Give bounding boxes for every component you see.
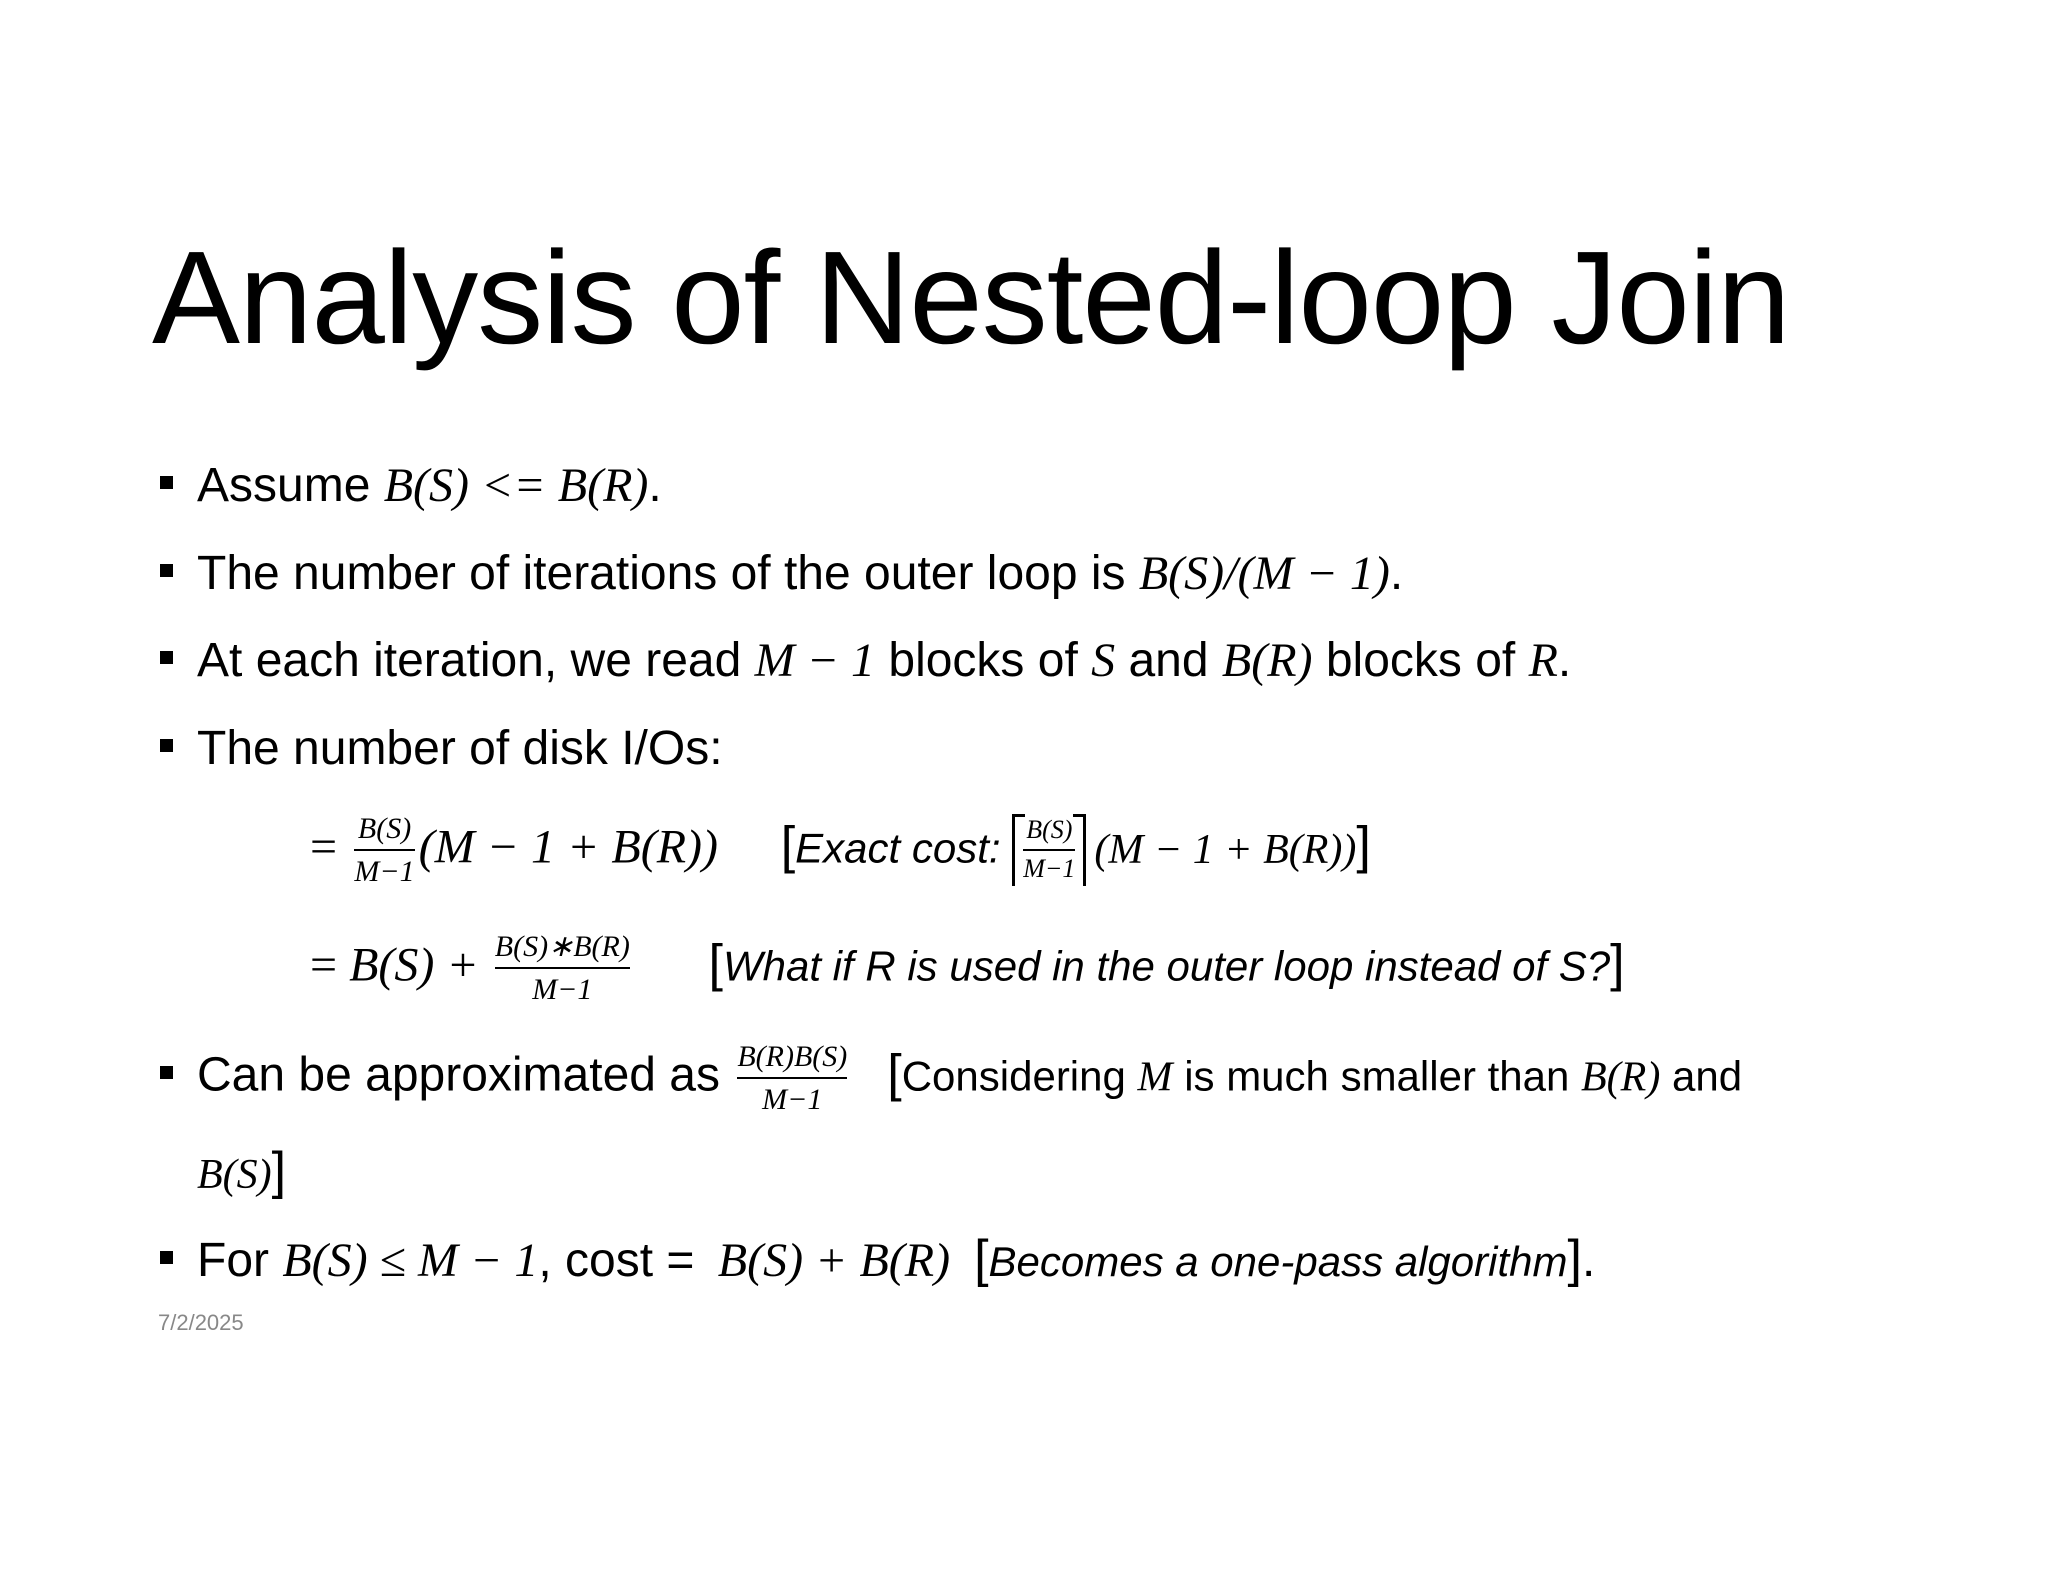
math-expression: B(S) <= B(R) [383,459,649,512]
bullet-marker [160,1066,173,1079]
bracket-close: ] [271,1142,287,1200]
bracket-close: ] [1356,816,1371,875]
bullet-approximation [160,1040,1742,1116]
fraction [737,1040,847,1116]
bracket-open: [ [780,816,796,875]
equation-cost-1 [310,812,1371,888]
bracket-close: ] [1567,1230,1582,1288]
note-text: Considering [901,1052,1138,1100]
slide-title: Analysis of Nested-loop Join [152,224,1790,371]
fraction [354,812,414,888]
fraction-numerator: B(S)∗B(R) [494,930,630,963]
bullet-marker [160,651,173,664]
bullet-text: blocks of [1312,634,1529,687]
fraction-denominator: M−1 [1023,854,1076,883]
bullet-text: Can be approximated as [197,1048,734,1102]
fraction-denominator: M−1 [762,1083,823,1116]
bullet-text: blocks of [875,634,1092,687]
ceiling-brackets [1012,814,1086,885]
note-text: and [1660,1052,1743,1100]
bracket-open: [ [708,934,723,993]
math-expression: B(R) [1581,1054,1661,1101]
math-expression: B(S)/(M − 1) [1138,547,1390,600]
math-expression: B(S) [197,1152,272,1198]
math-expression: M − 1 [754,634,876,687]
math-expression: B(S) + B(R) [717,1234,951,1287]
math-expression: R [1528,634,1558,687]
bracket-close: ] [1610,934,1625,993]
bullet-text: At each iteration, we read [197,634,755,687]
bullet-approximation-continued [197,1142,287,1200]
bullet-suffix: . [1581,1234,1596,1287]
bullet-text: The number of iterations of the outer loop is [197,547,1139,600]
math-expression: S [1091,634,1116,687]
math-expression: (M − 1 + B(R)) [418,820,718,874]
bullet-text: For [197,1234,283,1287]
bullet-text: , cost = [538,1234,708,1287]
math-expression: B(S) ≤ M − 1 [282,1234,539,1287]
bullet-disk-ios [160,722,723,775]
equals-sign: = [310,820,338,874]
equals-sign: = [310,938,350,992]
bullet-text: Assume [197,459,384,512]
math-expression: (M − 1 + B(R)) [1094,826,1357,873]
bullet-marker [160,1251,173,1264]
note-text: Becomes a one-pass algorithm [988,1238,1568,1285]
note-text: What if R is used in the outer loop instead of S? [722,942,1611,990]
bullet-text: The number of disk I/Os: [197,722,723,775]
fraction-numerator: B(R)B(S) [737,1040,848,1073]
bullet-suffix: . [1557,634,1572,687]
bracket-open: [ [887,1044,902,1103]
bullet-each-iteration [160,634,1572,687]
fraction-numerator: B(S) [1026,815,1073,845]
fraction [495,930,630,1006]
bullet-suffix: . [1389,547,1404,600]
fraction-numerator: B(S) [357,812,412,845]
fraction [1023,816,1075,883]
slide-date: 7/2/2025 [158,1310,244,1335]
bullet-outer-iterations [160,547,1404,600]
bullet-marker [160,739,173,752]
fraction-denominator: M−1 [532,973,593,1006]
bullet-one-pass [160,1230,1596,1288]
math-expression: B(R) [1221,634,1313,687]
fraction-denominator: M−1 [354,855,415,888]
bracket-open: [ [974,1230,989,1288]
bullet-suffix: . [648,459,662,512]
math-expression: B(S) + [349,938,491,992]
bullet-assume [160,459,662,512]
bullet-marker [160,564,173,577]
math-expression: M [1137,1054,1173,1101]
bullet-marker [160,476,173,489]
note-text: is much smaller than [1172,1052,1582,1100]
bullet-text: and [1115,634,1222,687]
note-label: Exact cost: [795,824,1013,872]
equation-cost-2 [310,930,1625,1006]
